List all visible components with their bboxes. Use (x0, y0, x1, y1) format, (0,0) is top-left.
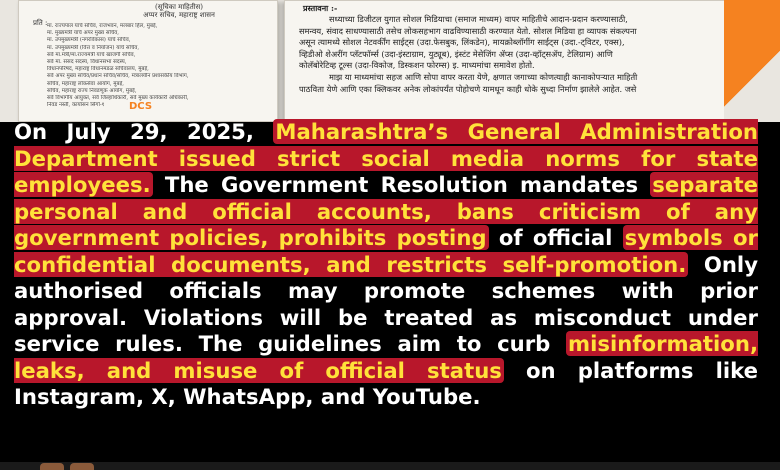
recipient-item: 2. मा. मुख्यमंत्री यांचे अपर मुख्य सचिव, (47, 30, 262, 37)
preamble-line: सध्याच्या डिजीटल युगात सोशल मिडियाचा (समाज माध्यम) वापर माहितीचे आदान-प्रदान करण्यासाठी, (329, 14, 628, 24)
article-text-4: Only authorised officials may promote schemes with prior approval. Violations will be treated as misconduct under service rules. The guidelines aim to curb (14, 251, 759, 356)
recipient-item: 8. सर्व अपर मुख्य सचिव/प्रधान सचिव/सचिव, मंत्रालयीन प्रशासकीय विभाग, (47, 73, 262, 80)
recipients-list (37, 23, 262, 109)
recipient-item: 12. निवड नस्ती, कार्यासन सिंगो-१ (47, 102, 262, 109)
preamble-body (299, 14, 719, 95)
highlight-gad-issued: Maharashtra’s General Administration Department issued strict social media norms for state employees. (14, 119, 758, 197)
signature-note: (सूचिका माहितीस) (155, 3, 203, 11)
recipient-item: 1. मा. राज्यपाल यांचे सचिव, राजभवन, मलबार हिल, मुंबई, (47, 23, 262, 30)
article-intro: On July 29, 2025, (14, 119, 274, 144)
gr-page-right (284, 0, 732, 122)
preamble-line: माझ या माध्यमांचा सहज आणि सोपा वापर करता येणे, क्षणात जगाच्या कोणत्याही कानाकोपऱ्यात माहिती (329, 71, 638, 82)
preamble-line: असून त्यामध्ये सोशल नेटवर्कींग साईट्स (उदा.फेसबुक, लिंकडेन), मायक्रोब्लॉगींग साईट्स (उदा.-ट्विटर, एक्स), (299, 37, 625, 48)
preamble-line: समन्वय, संवाद साधण्यासाठी तसेच लोकसहभाग वाढविण्यासाठी करण्यात येतो. सोशल मिडिया हा व्यापक संकल्पना (299, 25, 637, 36)
article-text-5: on platforms like Instagram, X, WhatsApp, and YouTube. (14, 357, 759, 409)
recipient-item: 10. सचिव, महाराष्ट्र राज्य निवडणूक आयोग, मुंबई, (47, 88, 262, 95)
recipient-item: 9. सचिव, महाराष्ट्र लोकसेवा आयोग, मुंबई, (47, 81, 262, 88)
bottom-avatar-edge (40, 463, 64, 470)
signatory-title: अप्पर सचिव, महाराष्ट्र शासन (143, 11, 215, 19)
bottom-avatar-edge (70, 463, 94, 470)
recipient-item: 11. सर्व विभागीय आयुक्त, सर्व जिल्हाधिकारी, सर्व मुख्य कार्यकारी अधिकारी, (47, 95, 262, 102)
preamble-heading: प्रस्तावना :- (303, 3, 338, 13)
document-photo-strip (0, 0, 780, 122)
preamble-line: पाठविता येणे आणि एका क्लिकवर अनेक लोकांपर्यंत पोहोचणे यामधून काही धोके सुध्दा निर्माण झालेले आहेत. जसे (299, 83, 637, 94)
recipient-item: 6. सर्व मा. संसद सदस्य, विधानसभा सदस्य, (47, 59, 262, 66)
recipient-item: 5. सर्व मा.मंत्री/मा.राज्यमंत्री यांचे खाजगी सचिव, (47, 52, 262, 59)
highlight-mandates: separate personal and official accounts, bans criticism of any government policies, prohibits posting (14, 172, 758, 250)
article-text-2: The Government Resolution mandates (152, 172, 651, 197)
article-text (14, 119, 758, 411)
article-text-3: of official (488, 225, 623, 250)
gr-page-left (18, 0, 278, 122)
highlight-restrictions: symbols or confidential documents, and restricts self-promotion. (14, 225, 758, 277)
orange-corner-decoration (724, 0, 780, 122)
highlight-aims: misinformation, leaks, and misuse of official status (14, 331, 758, 383)
recipient-item: 7. विधानपरिषद, महाराष्ट्र विधानमंडळ सचिवालय, मुंबई, (47, 66, 262, 73)
recipient-item: 3. मा. उपमुख्यमंत्री (नगरविकास) यांचे सचिव, (47, 37, 262, 44)
recipients-heading: प्रति : (33, 19, 48, 27)
preamble-line: व्हिडीओ शेअरींग प्लॅटफॉर्म्स (उदा-इंस्टाग्राम, युट्यूब), इंस्टंट मेसेजिंग ॲप्स (उदा-व्हॉट्सॲप, टेलिग्राम) आणि (299, 48, 613, 59)
recipient-item: 4. मा. उपमुख्यमंत्री (वित्त व नियोजन) यांचे सचिव, (47, 45, 262, 52)
preamble-line: कोलॅबोरेटिव्ह टूल्स (उदा-विकोज, डिस्कशन फोरम्स) इ. माध्यमांचा समावेश होतो. (299, 60, 535, 71)
watermark-logo: DCS (129, 101, 153, 112)
bottom-strip (0, 462, 780, 470)
